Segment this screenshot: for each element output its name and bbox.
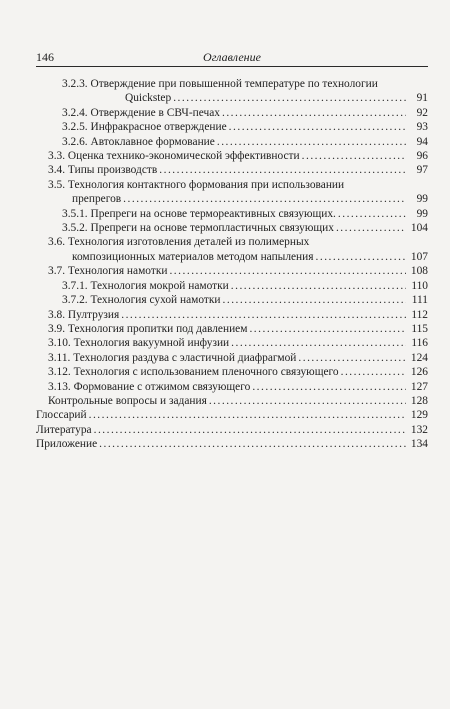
dot-leader: [229, 120, 406, 134]
toc-entry[interactable]: [36, 351, 428, 365]
toc-entry[interactable]: [36, 408, 428, 422]
dot-leader: [338, 207, 406, 221]
toc-entry-title: 3.2.5. Инфракрасное отверждение: [62, 121, 227, 134]
toc-entry[interactable]: [36, 235, 428, 264]
toc-page-number: 128: [410, 394, 428, 407]
dot-leader: [316, 250, 407, 264]
dot-leader: [94, 423, 406, 437]
toc-entry[interactable]: [36, 365, 428, 379]
toc-entry[interactable]: [36, 120, 428, 134]
toc-page-number: 126: [410, 366, 428, 379]
toc-page-number: 108: [410, 265, 428, 278]
toc-page-number: 129: [410, 409, 428, 422]
toc-entry-title: Приложение: [36, 438, 98, 451]
toc-entry-title: 3.9. Технология пропитки под давлением: [48, 322, 248, 335]
dot-leader: [298, 351, 406, 365]
toc-entry[interactable]: [36, 264, 428, 278]
toc-entry-title: 3.7. Технология намотки: [48, 265, 168, 278]
running-title: Оглавление: [203, 50, 261, 64]
toc-entry[interactable]: [36, 178, 428, 207]
toc-page-number: 92: [416, 106, 428, 119]
toc-entry[interactable]: [36, 293, 428, 307]
toc-entry[interactable]: [36, 423, 428, 437]
dot-leader: [249, 322, 406, 336]
toc-entry-title: 3.2.4. Отверждение в СВЧ-печах: [62, 106, 220, 119]
dot-leader: [209, 394, 406, 408]
toc-entry-title: препрегов: [72, 193, 122, 206]
toc-entry[interactable]: [36, 437, 428, 451]
dot-leader: [89, 408, 406, 422]
toc-entry[interactable]: [36, 163, 428, 177]
toc-entry[interactable]: [36, 106, 428, 120]
toc-page-number: 91: [416, 92, 428, 105]
toc-page-number: 124: [410, 351, 428, 364]
toc-entry-title: 3.2.3. Отверждение при повышенной температуре по технологии: [62, 78, 378, 90]
toc-entry[interactable]: [36, 336, 428, 350]
toc-entry[interactable]: [36, 207, 428, 221]
toc-entry-title: 3.5. Технология контактного формования при использовании: [48, 178, 345, 191]
toc-page-number: 99: [416, 207, 428, 220]
dot-leader: [252, 380, 406, 394]
toc-entry[interactable]: [36, 380, 428, 394]
toc-page-number: 107: [410, 250, 428, 263]
toc-page-number: 127: [410, 380, 428, 393]
toc-page-number: 116: [411, 337, 428, 350]
table-of-contents: [36, 77, 428, 452]
dot-leader: [159, 163, 406, 177]
toc-entry-title: Глоссарий: [36, 409, 87, 422]
toc-entry[interactable]: [36, 77, 428, 106]
dot-leader: [336, 221, 406, 235]
dot-leader: [121, 308, 406, 322]
toc-page-number: 94: [416, 135, 428, 148]
toc-entry-title: композиционных материалов методом напыления: [72, 250, 314, 263]
toc-entry[interactable]: [36, 279, 428, 293]
toc-page-number: 104: [410, 222, 428, 235]
toc-page-number: 134: [410, 438, 428, 451]
toc-entry-title: 3.7.1. Технология мокрой намотки: [62, 279, 229, 292]
toc-page-number: 96: [416, 150, 428, 163]
toc-entry-title: 3.7.2. Технология сухой намотки: [62, 294, 221, 307]
dot-leader: [231, 336, 406, 350]
toc-entry[interactable]: [36, 308, 428, 322]
dot-leader: [123, 192, 406, 206]
toc-entry[interactable]: [36, 149, 428, 163]
toc-page-number: 111: [411, 294, 428, 307]
toc-page-number: 115: [411, 322, 428, 335]
toc-entry-title: 3.5.1. Препреги на основе термореактивных связующих.: [62, 207, 336, 220]
dot-leader: [99, 437, 406, 451]
dot-leader: [169, 264, 406, 278]
toc-entry-title: 3.3. Оценка технико-экономической эффективности: [48, 150, 300, 163]
toc-page-number: 132: [410, 423, 428, 436]
toc-entry-title: 3.10. Технология вакуумной инфузии: [48, 337, 230, 350]
dot-leader: [223, 293, 407, 307]
toc-entry-title: 3.13. Формование с отжимом связующего: [48, 380, 251, 393]
toc-page-number: 112: [411, 308, 428, 321]
toc-entry-title: Контрольные вопросы и задания: [48, 394, 207, 407]
running-header: [36, 50, 428, 67]
toc-entry-title: 3.6. Технология изготовления деталей из полимерных: [48, 236, 310, 249]
dot-leader: [231, 279, 406, 293]
toc-page-number: 110: [411, 279, 428, 292]
dot-leader: [341, 365, 406, 379]
toc-entry[interactable]: [36, 394, 428, 408]
toc-entry-title: 3.5.2. Препреги на основе термопластичных связующих: [62, 222, 334, 235]
toc-entry[interactable]: [36, 135, 428, 149]
page-number: 146: [36, 50, 54, 64]
dot-leader: [217, 135, 406, 149]
toc-entry-title: 3.4. Типы производств: [48, 164, 158, 177]
toc-page-number: 97: [416, 164, 428, 177]
toc-entry-title: Литература: [36, 423, 92, 436]
toc-page-number: 99: [416, 193, 428, 206]
toc-entry-title: Quickstep: [125, 92, 172, 105]
toc-entry-title: 3.2.6. Автоклавное формование: [62, 135, 215, 148]
toc-entry-title: 3.11. Технология раздува с эластичной диафрагмой: [48, 351, 297, 364]
toc-entry-title: 3.8. Пултрузия: [48, 308, 120, 321]
toc-entry[interactable]: [36, 221, 428, 235]
toc-page-number: 93: [416, 121, 428, 134]
dot-leader: [222, 106, 406, 120]
dot-leader: [173, 91, 406, 105]
toc-entry-title: 3.12. Технология с использованием пленочного связующего: [48, 366, 339, 379]
dot-leader: [302, 149, 406, 163]
toc-entry[interactable]: [36, 322, 428, 336]
